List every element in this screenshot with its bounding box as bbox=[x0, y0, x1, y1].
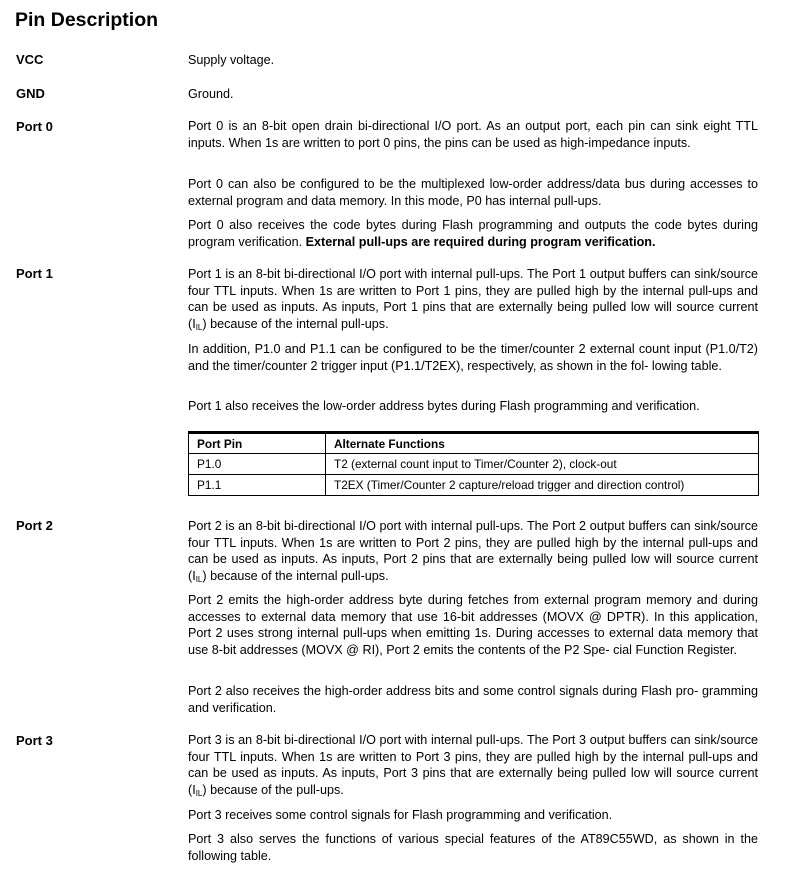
port2-paragraph-1-text: Port 2 is an 8-bit bi-directional I/O port with internal pull-ups. The Port 2 output buffers can sink/source four TTL inputs. When 1s are written to Port 2 pins, they are pulled high by the internal pull-ups and can be used as inputs. As inputs, Port 2 pins that are externally being pulled low will source current (I bbox=[188, 519, 758, 583]
table-row bbox=[189, 475, 759, 496]
table-header-port-pin: Port Pin bbox=[189, 433, 326, 454]
table-cell: P1.1 bbox=[189, 475, 326, 496]
table-cell: T2 (external count input to Timer/Counter 2), clock-out bbox=[326, 454, 759, 475]
port1-current-subscript: IL bbox=[195, 322, 203, 332]
table-cell: T2EX (Timer/Counter 2 capture/reload trigger and direction control) bbox=[326, 475, 759, 496]
port3-current-subscript: IL bbox=[195, 788, 203, 798]
port2-paragraph-1-tail: ) because of the internal pull-ups. bbox=[202, 568, 389, 583]
vcc-label: VCC bbox=[16, 52, 44, 67]
port2-current-subscript: IL bbox=[195, 574, 203, 584]
gnd-label: GND bbox=[16, 86, 45, 101]
alternate-functions-table bbox=[188, 431, 759, 496]
port3-label: Port 3 bbox=[16, 733, 53, 748]
port2-paragraph-1 bbox=[188, 518, 758, 584]
port1-label: Port 1 bbox=[16, 266, 53, 281]
gnd-description: Ground. bbox=[188, 87, 234, 101]
table-header-alternate-functions: Alternate Functions bbox=[326, 433, 759, 454]
port0-paragraph-1: Port 0 is an 8-bit open drain bi-directional I/O port. As an output port, each pin can sink eight TTL inputs. When 1s are written to port 0 pins, the pins can be used as high-impedance inputs. bbox=[188, 119, 758, 150]
port0-label: Port 0 bbox=[16, 119, 53, 134]
port1-paragraph-2: In addition, P1.0 and P1.1 can be configured to be the timer/counter 2 external count input (P1.0/T2) and the timer/counter 2 trigger input (P1.1/T2EX), respectively, as shown in the fol- lowing table. bbox=[188, 342, 758, 373]
port0-paragraph-3 bbox=[188, 217, 758, 250]
port0-paragraph-2: Port 0 can also be configured to be the multiplexed low-order address/data bus during accesses to external program and data memory. In this mode, P0 has internal pull-ups. bbox=[188, 177, 758, 208]
page-title: Pin Description bbox=[15, 9, 159, 31]
port3-paragraph-1 bbox=[188, 732, 758, 798]
port3-paragraph-1-tail: ) because of the pull-ups. bbox=[202, 782, 344, 797]
port3-paragraph-2: Port 3 receives some control signals for Flash programming and verification. bbox=[188, 808, 613, 822]
port3-paragraph-3: Port 3 also serves the functions of various special features of the AT89C55WD, as shown in the following table. bbox=[188, 832, 758, 863]
port3-paragraph-1-text: Port 3 is an 8-bit bi-directional I/O port with internal pull-ups. The Port 3 output buffers can sink/source four TTL inputs. When 1s are written to Port 3 pins, they are pulled high by the internal pull-ups and can be used as inputs. As inputs, Port 3 pins that are externally being pulled low will source current (I bbox=[188, 733, 758, 797]
table-row bbox=[189, 454, 759, 475]
port1-paragraph-1 bbox=[188, 266, 758, 332]
port2-label: Port 2 bbox=[16, 518, 53, 533]
table-cell: P1.0 bbox=[189, 454, 326, 475]
port0-paragraph-3-bold: External pull-ups are required during program verification. bbox=[305, 234, 656, 249]
port1-paragraph-3: Port 1 also receives the low-order address bytes during Flash programming and verification. bbox=[188, 399, 700, 413]
port0-paragraph-3-text: Port 0 also receives the code bytes during Flash programming and outputs the code bytes during program verification. bbox=[188, 218, 758, 249]
vcc-description: Supply voltage. bbox=[188, 53, 275, 67]
port2-paragraph-3: Port 2 also receives the high-order address bits and some control signals during Flash pro- gramming and verification. bbox=[188, 684, 758, 715]
port1-paragraph-1-tail: ) because of the internal pull-ups. bbox=[202, 316, 389, 331]
table-header-row bbox=[189, 433, 759, 454]
port1-paragraph-1-text: Port 1 is an 8-bit bi-directional I/O port with internal pull-ups. The Port 1 output buffers can sink/source four TTL inputs. When 1s are written to Port 1 pins, they are pulled high by the internal pull-ups and can be used as inputs. As inputs, Port 1 pins that are externally being pulled low will source current (I bbox=[188, 267, 758, 331]
port2-paragraph-2: Port 2 emits the high-order address byte during fetches from external program memory and during accesses to external data memory that use 16-bit addresses (MOVX @ DPTR). In this application, Port 2 uses strong internal pull-ups when emitting 1s. During accesses to external data memory that use 8-bit addresses (MOVX @ RI), Port 2 emits the contents of the P2 Spe- cial Function Register. bbox=[188, 593, 758, 657]
